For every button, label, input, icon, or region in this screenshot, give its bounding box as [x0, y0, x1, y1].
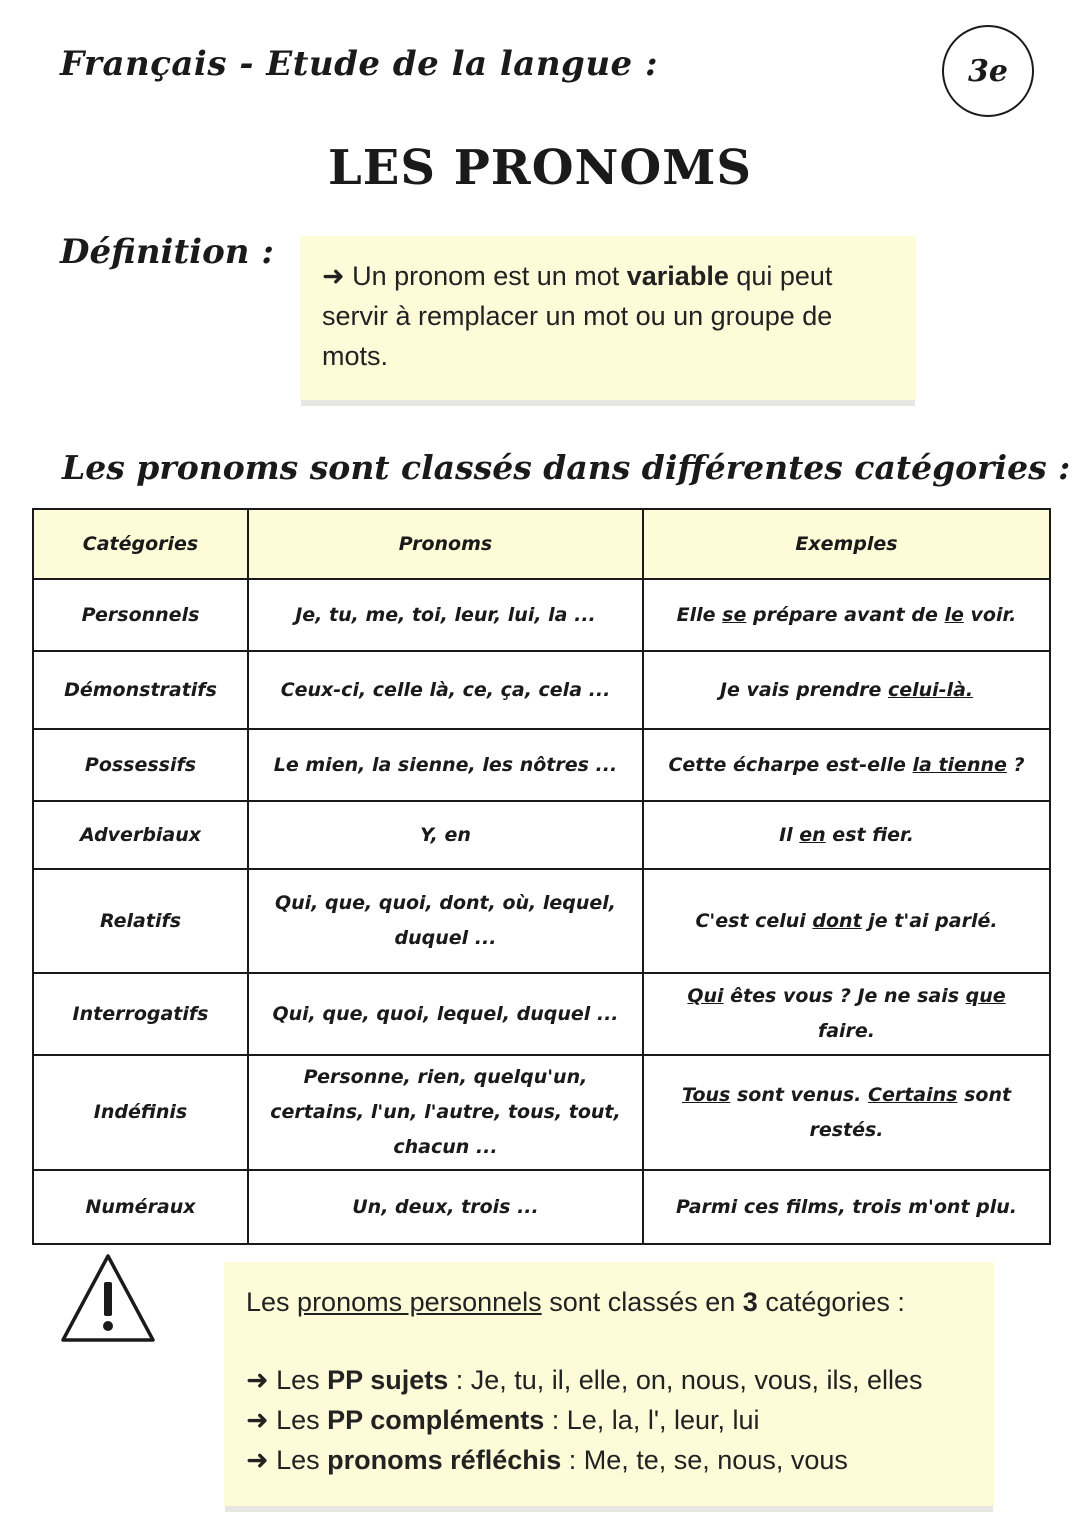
item-term: PP sujets	[327, 1365, 449, 1395]
example-text: êtes vous ? Je ne sais	[723, 985, 966, 1007]
category-cell: Relatifs	[33, 869, 248, 973]
subject-heading: Français - Etude de la langue :	[60, 44, 659, 84]
example-cell	[643, 869, 1050, 973]
example-text: faire.	[817, 1020, 876, 1042]
header-categories: Catégories	[33, 509, 248, 579]
category-cell: Interrogatifs	[33, 973, 248, 1055]
example-pronoun: se	[722, 603, 747, 626]
personal-pronouns-intro	[246, 1282, 972, 1322]
example-text: je t'ai parlé.	[861, 909, 998, 932]
example-text: Elle	[676, 603, 723, 626]
intro-text-middle: sont classés en	[541, 1287, 743, 1317]
category-cell: Indéfinis	[33, 1055, 248, 1170]
item-term: PP compléments	[327, 1405, 545, 1435]
example-text: Il	[779, 823, 800, 846]
example-pronoun: le	[944, 603, 964, 626]
example-text: Parmi ces films, trois m'ont plu.	[676, 1195, 1017, 1218]
definition-text-start: Un pronom est un mot	[352, 261, 627, 291]
intro-text-end: catégories :	[757, 1287, 905, 1317]
table-row	[33, 973, 1050, 1055]
example-text: Je vais prendre	[719, 678, 888, 701]
table-row	[33, 1170, 1050, 1244]
pronouns-cell: Qui, que, quoi, lequel, duquel ...	[248, 973, 643, 1055]
example-cell	[643, 801, 1050, 869]
category-cell: Adverbiaux	[33, 801, 248, 869]
warning-triangle-icon	[58, 1250, 158, 1346]
table-header-row	[33, 509, 1050, 579]
example-pronoun: Qui	[687, 985, 724, 1007]
arrow-icon: ➜	[246, 1405, 277, 1435]
item-prefix: Les	[276, 1405, 328, 1435]
table-row	[33, 651, 1050, 729]
section-title: Les pronoms sont classés dans différentes catégories :	[62, 448, 1071, 487]
list-item	[246, 1440, 972, 1480]
example-text: sont venus.	[730, 1083, 869, 1106]
level-badge: 3e	[942, 25, 1034, 117]
definition-note	[300, 236, 916, 400]
example-pronoun: en	[799, 823, 826, 846]
pronouns-cell: Ceux-ci, celle là, ce, ça, cela ...	[248, 651, 643, 729]
example-pronoun: que	[965, 985, 1006, 1007]
table-row	[33, 801, 1050, 869]
example-text: Cette écharpe est-elle	[668, 753, 913, 776]
arrow-icon: ➜	[246, 1445, 277, 1475]
intro-underlined: pronoms personnels	[297, 1287, 542, 1317]
category-cell: Possessifs	[33, 729, 248, 801]
header-pronoms: Pronoms	[248, 509, 643, 579]
example-text: ?	[1006, 753, 1025, 776]
pronoun-categories-table	[32, 508, 1051, 1245]
example-cell	[643, 579, 1050, 651]
page-title: LES PRONOMS	[328, 140, 752, 196]
category-cell: Personnels	[33, 579, 248, 651]
example-cell	[643, 1055, 1050, 1170]
example-text: sont restés.	[809, 1083, 1012, 1141]
example-pronoun: dont	[812, 909, 862, 932]
item-values: : Le, la, l', leur, lui	[544, 1405, 760, 1435]
definition-keyword: variable	[626, 261, 729, 291]
intro-count: 3	[742, 1287, 758, 1317]
pronouns-cell: Je, tu, me, toi, leur, lui, la ...	[248, 579, 643, 651]
example-cell	[643, 651, 1050, 729]
definition-label: Définition :	[60, 232, 274, 272]
table-row	[33, 579, 1050, 651]
definition-text-end: qui peut servir à remplacer un mot ou un groupe de mots.	[322, 261, 833, 371]
header-exemples: Exemples	[643, 509, 1050, 579]
pronouns-cell: Un, deux, trois ...	[248, 1170, 643, 1244]
pronouns-cell: Le mien, la sienne, les nôtres ...	[248, 729, 643, 801]
item-prefix: Les	[276, 1365, 328, 1395]
example-pronoun: Certains	[868, 1083, 958, 1106]
arrow-icon: ➜	[246, 1365, 277, 1395]
personal-pronouns-note	[224, 1262, 994, 1506]
item-term: pronoms réfléchis	[327, 1445, 562, 1475]
category-cell: Numéraux	[33, 1170, 248, 1244]
pronouns-cell: Qui, que, quoi, dont, où, lequel, duquel ...	[248, 869, 643, 973]
example-pronoun: la tienne	[912, 753, 1007, 776]
example-cell	[643, 1170, 1050, 1244]
example-text: voir.	[963, 603, 1017, 626]
item-values: : Je, tu, il, elle, on, nous, vous, ils, elles	[448, 1365, 923, 1395]
list-item	[246, 1400, 972, 1440]
intro-text: Les	[246, 1287, 298, 1317]
pronouns-cell: Y, en	[248, 801, 643, 869]
table-row	[33, 729, 1050, 801]
item-values: : Me, te, se, nous, vous	[561, 1445, 848, 1475]
table-row	[33, 869, 1050, 973]
example-pronoun: celui-là.	[887, 678, 974, 701]
category-cell: Démonstratifs	[33, 651, 248, 729]
list-item	[246, 1360, 972, 1400]
example-pronoun: Tous	[681, 1083, 731, 1106]
pronouns-cell: Personne, rien, quelqu'un, certains, l'un, l'autre, tous, tout, chacun ...	[248, 1055, 643, 1170]
table-row	[33, 1055, 1050, 1170]
item-prefix: Les	[276, 1445, 328, 1475]
example-text: prépare avant de	[746, 603, 945, 626]
example-cell	[643, 973, 1050, 1055]
example-text: C'est celui	[695, 909, 813, 932]
example-text: est fier.	[825, 823, 914, 846]
arrow-icon: ➜	[322, 261, 353, 291]
example-cell	[643, 729, 1050, 801]
